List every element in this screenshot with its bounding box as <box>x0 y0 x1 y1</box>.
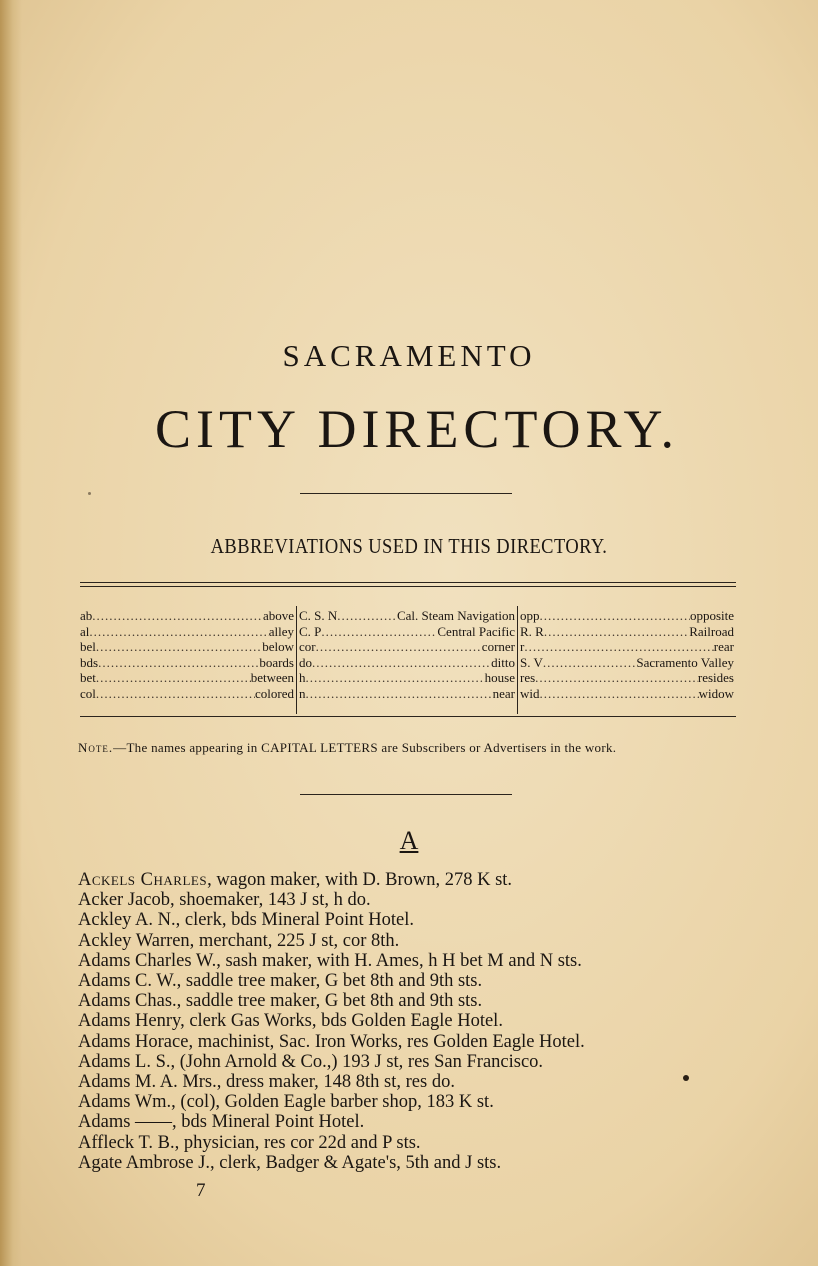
abbreviation-row: bel ..... below <box>80 639 294 655</box>
directory-entry: Adams Henry, clerk Gas Works, bds Golden Eagle Hotel. <box>78 1011 503 1032</box>
abbreviation-row: R. R ..... Railroad <box>520 624 734 640</box>
directory-entry: Ackley Warren, merchant, 225 J st, cor 8th. <box>78 930 400 951</box>
book-spine-edge <box>0 0 22 1266</box>
directory-entry: Agate Ambrose J., clerk, Badger & Agate's, 5th and J sts. <box>78 1152 502 1173</box>
abbreviation-row: bds ..... boards <box>80 655 294 671</box>
directory-entry: Adams C. W., saddle tree maker, G bet 8th and 9th sts. <box>78 971 483 992</box>
section-letter: A <box>399 826 419 855</box>
abbreviation-row: col ..... colored <box>80 686 294 702</box>
table-bottom-rule <box>80 716 736 717</box>
abbreviation-row: res ..... resides <box>520 670 734 686</box>
directory-entry: Acker Jacob, shoemaker, 143 J st, h do. <box>78 890 371 911</box>
abbreviation-column <box>518 606 736 714</box>
directory-entry: Affleck T. B., physician, res cor 22d and P sts. <box>78 1132 421 1153</box>
abbreviation-row: C. S. N ..... Cal. Steam Navigation <box>299 608 515 624</box>
ink-speck <box>88 492 91 495</box>
directory-entry: Adams L. S., (John Arnold & Co.,) 193 J st, res San Francisco. <box>78 1051 544 1072</box>
abbreviations-heading: ABBREVIATIONS USED IN THIS DIRECTORY. <box>210 534 608 558</box>
subscriber-name: Ackels Charles <box>78 870 208 890</box>
abbreviation-row: ab ..... above <box>80 608 294 624</box>
table-top-rule <box>80 582 736 583</box>
abbreviation-row: do ..... ditto <box>299 655 515 671</box>
directory-entry: Adams M. A. Mrs., dress maker, 148 8th st, res do. <box>78 1072 455 1093</box>
directory-entry: Ackels Charles, wagon maker, with D. Brown, 278 K st. <box>78 870 513 890</box>
abbreviation-row: bet ..... between <box>80 670 294 686</box>
directory-entries <box>78 870 758 1173</box>
directory-entry: Adams Horace, machinist, Sac. Iron Works, res Golden Eagle Hotel. <box>78 1031 585 1052</box>
abbreviation-row: wid ..... widow <box>520 686 734 702</box>
title-divider <box>300 493 512 494</box>
table-top-rule-double <box>80 586 736 587</box>
directory-entry: Adams Chas., saddle tree maker, G bet 8th and 9th sts. <box>78 991 483 1012</box>
abbreviation-row: S. V ..... Sacramento Valley <box>520 655 734 671</box>
directory-entry: Adams ——, bds Mineral Point Hotel. <box>78 1112 365 1133</box>
title-line-2: CITY DIRECTORY. <box>154 399 680 459</box>
abbreviation-row: h ..... house <box>299 670 515 686</box>
note-divider <box>300 794 512 795</box>
abbreviation-column <box>78 606 296 714</box>
page-number: 7 <box>196 1180 206 1201</box>
subscriber-note <box>78 737 738 759</box>
abbreviation-row: r ..... rear <box>520 639 734 655</box>
abbreviation-column <box>296 606 518 714</box>
directory-entry: Adams Wm., (col), Golden Eagle barber shop, 183 K st. <box>78 1092 494 1113</box>
note-text: —The names appearing in CAPITAL LETTERS are Subscribers or Advertisers in the work. <box>113 740 617 755</box>
abbreviation-row: C. P ..... Central Pacific <box>299 624 515 640</box>
ink-speck <box>683 1075 689 1081</box>
abbreviations-table <box>78 606 736 714</box>
abbreviation-row: cor ..... corner <box>299 639 515 655</box>
abbreviation-row: n ..... near <box>299 686 515 702</box>
directory-entry: Adams Charles W., sash maker, with H. Ames, h H bet M and N sts. <box>78 950 582 971</box>
note-lead: Note. <box>78 740 114 755</box>
directory-entry: Ackley A. N., clerk, bds Mineral Point Hotel. <box>78 910 415 931</box>
abbreviation-row: al ..... alley <box>80 624 294 640</box>
title-line-1: SACRAMENTO <box>282 338 536 373</box>
abbreviation-row: opp ..... opposite <box>520 608 734 624</box>
